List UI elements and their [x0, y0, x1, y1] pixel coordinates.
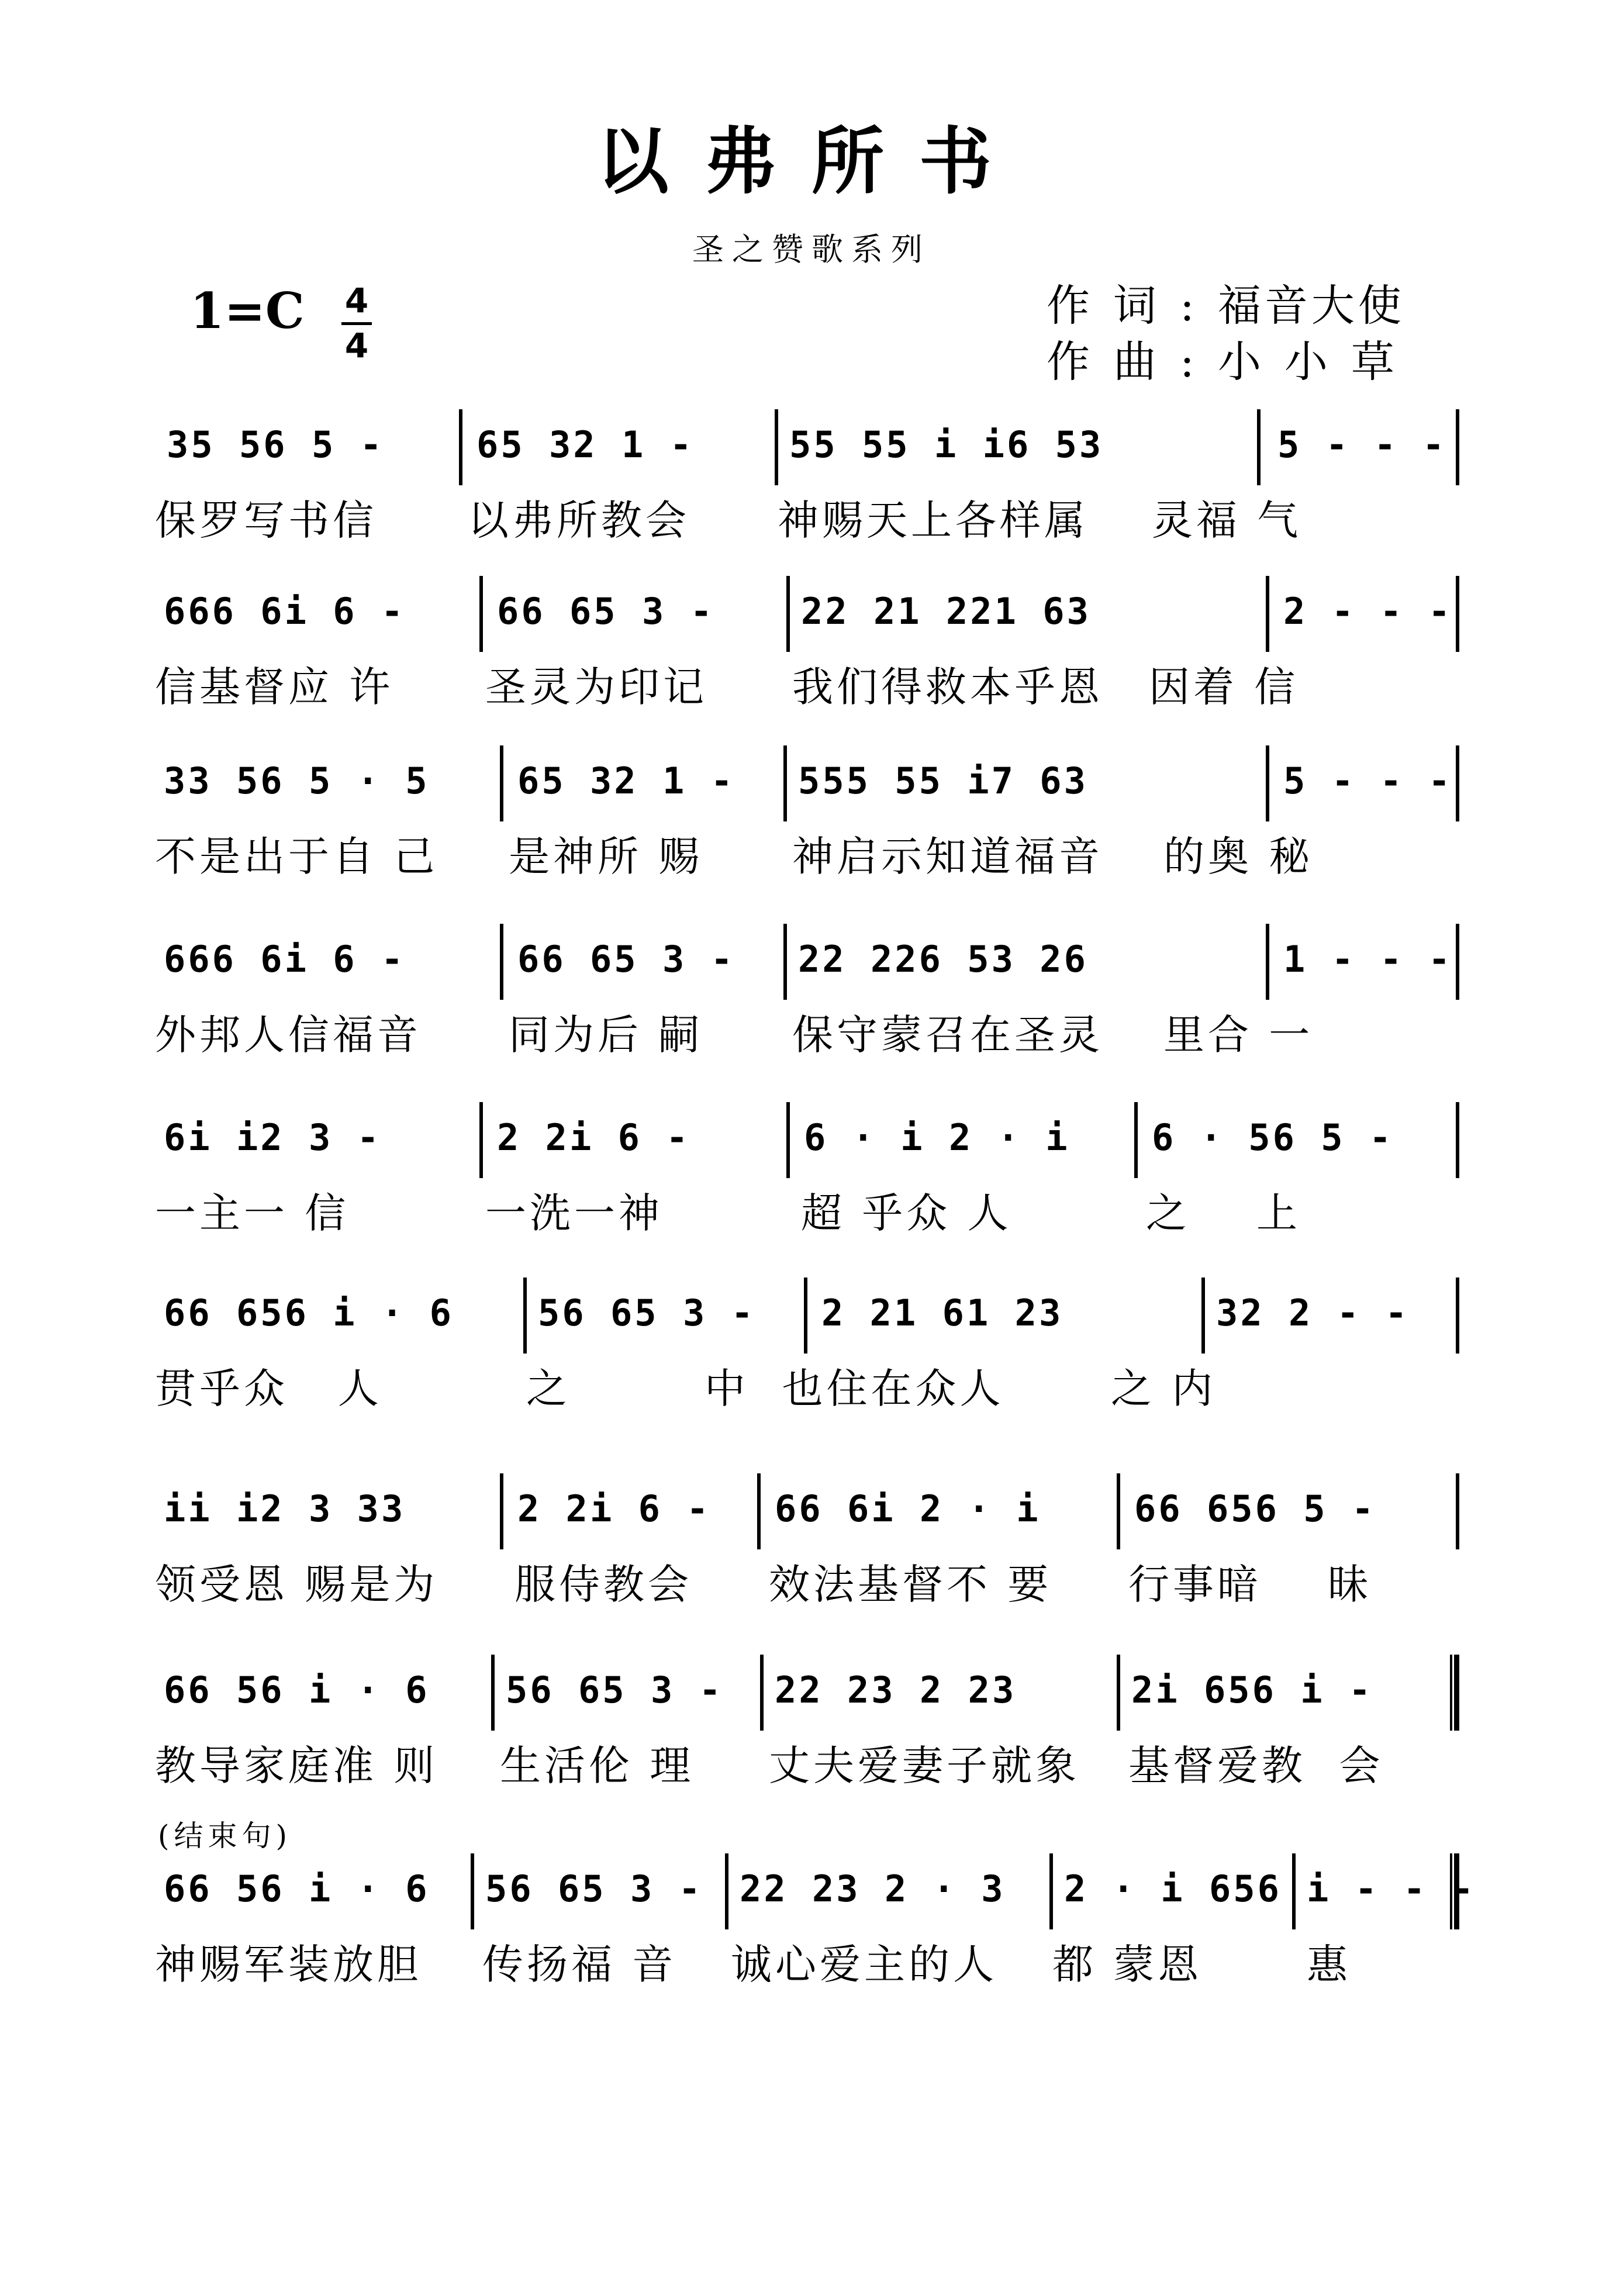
barline: [1117, 1473, 1120, 1549]
score-row-5: [0, 1102, 1623, 1266]
lyrics-measure: 之 上: [1146, 1189, 1301, 1237]
lyrics-measure: 一洗一神: [485, 1189, 663, 1237]
barline: [1134, 1102, 1138, 1178]
lyrics-measure: 服侍教会: [514, 1560, 692, 1608]
barline: [1266, 745, 1269, 821]
notes-measure: 66 656 i · 6: [164, 1292, 454, 1334]
barline: [491, 1655, 495, 1731]
lyrics-measure: 基督爱教 会: [1128, 1742, 1384, 1790]
notes-measure: 32 2 - -: [1216, 1292, 1410, 1334]
barline: [1266, 576, 1269, 652]
notes-measure: 22 226 53 26: [798, 938, 1088, 980]
barline: [1201, 1278, 1205, 1354]
barline: [1456, 409, 1459, 485]
lyrics-measure: 神赐天上各样属: [778, 496, 1089, 544]
notes-measure: 66 56 i · 6: [164, 1669, 430, 1711]
notes-measure: 33 56 5 · 5: [164, 759, 430, 802]
meter-top: 4: [344, 281, 369, 320]
barline: [786, 576, 790, 652]
barline: [1257, 409, 1261, 485]
meter-bottom: 4: [344, 326, 369, 365]
barline: [757, 1473, 761, 1549]
final-barline: [1450, 1853, 1459, 1929]
barline: [1456, 1473, 1459, 1549]
notes-measure: 2 · i 656: [1064, 1867, 1282, 1910]
series-subtitle: 圣之赞歌系列: [692, 231, 931, 268]
notes-measure: 2 2i 6 -: [497, 1116, 690, 1159]
lyrics-measure: 信基督应 许: [155, 663, 394, 711]
barline: [1117, 1655, 1120, 1731]
barline: [500, 745, 503, 821]
lyrics-measure: 神启示知道福音: [792, 833, 1103, 881]
credits: [1047, 278, 1418, 390]
lyrics-measure: 同为后 嗣: [509, 1011, 703, 1059]
barline: [783, 745, 787, 821]
notes-measure: i - - -: [1307, 1867, 1476, 1910]
lyrics-measure: 传扬福 音: [482, 1941, 677, 1988]
notes-measure: 666 6i 6 -: [164, 590, 406, 633]
repeat-barline: [1450, 1655, 1459, 1731]
lyrics-measure: 的奥 秘: [1163, 833, 1314, 881]
notes-measure: 66 6i 2 · i: [775, 1487, 1041, 1530]
lyrics-measure: 里合 一: [1163, 1011, 1314, 1059]
barline: [1456, 1102, 1459, 1178]
lyrics-measure: 保守蒙召在圣灵: [792, 1011, 1103, 1059]
score-row-1: [0, 409, 1623, 573]
barline: [471, 1853, 474, 1929]
lyrics-measure: 保罗写书信: [155, 496, 377, 544]
score-row-7: [0, 1473, 1623, 1637]
song-title: 以弗所书: [596, 120, 1027, 204]
lyrics-measure: 圣灵为印记: [485, 663, 707, 711]
notes-measure: 22 21 221 63: [801, 590, 1091, 633]
barline: [1456, 1278, 1459, 1354]
barline: [725, 1853, 728, 1929]
lyrics-measure: 诚心爱主的人: [731, 1941, 997, 1988]
barline: [1049, 1853, 1053, 1929]
notes-measure: 35 56 5 -: [167, 423, 384, 466]
barline: [479, 576, 483, 652]
lyrics-measure: 行事暗 昧: [1128, 1560, 1373, 1608]
lyrics-measure: 教导家庭准 则: [155, 1742, 438, 1790]
lyrics-measure: 丈夫爱妻子就象: [769, 1742, 1080, 1790]
barline: [523, 1278, 527, 1354]
score-row-8: [0, 1655, 1623, 1818]
composer-label: 作曲:: [1047, 337, 1218, 387]
barline: [500, 924, 503, 1000]
barline: [1456, 576, 1459, 652]
lyrics-measure: 中 也住在众人: [705, 1365, 1004, 1413]
barline: [783, 924, 787, 1000]
score-row-ending: [0, 1853, 1623, 2017]
notes-measure: 66 656 5 -: [1134, 1487, 1376, 1530]
barline: [500, 1473, 503, 1549]
lyrics-measure: 效法基督不 要: [769, 1560, 1052, 1608]
composer-name: 小小草: [1217, 337, 1418, 387]
notes-measure: 65 32 1 -: [517, 759, 735, 802]
lyrics-measure: 领受恩 赐是为: [155, 1560, 438, 1608]
lyrics-measure: 之 内: [1111, 1365, 1217, 1413]
score-row-2: [0, 576, 1623, 740]
meter-divider: [341, 322, 372, 325]
lyrics-measure: 都 蒙恩: [1052, 1941, 1203, 1988]
lyrics-measure: 灵福 气: [1152, 496, 1302, 544]
notes-measure: 5 - - -: [1283, 759, 1453, 802]
notes-measure: 56 65 3 -: [538, 1292, 755, 1334]
notes-measure: 6i i2 3 -: [164, 1116, 381, 1159]
barline: [1292, 1853, 1296, 1929]
lyrics-measure: 不是出于自 己: [155, 833, 438, 881]
lyricist-line: [1047, 278, 1418, 334]
notes-measure: 56 65 3 -: [485, 1867, 703, 1910]
barline: [1456, 924, 1459, 1000]
notes-measure: 22 23 2 · 3: [740, 1867, 1006, 1910]
lyrics-measure: 以弗所教会: [468, 496, 690, 544]
lyrics-measure: 一主一 信: [155, 1189, 350, 1237]
notes-measure: 56 65 3 -: [506, 1669, 723, 1711]
score-row-4: [0, 924, 1623, 1087]
notes-measure: 1 - - -: [1283, 938, 1453, 980]
notes-measure: 65 32 1 -: [476, 423, 694, 466]
lyrics-measure: 外邦人信福音: [155, 1011, 422, 1059]
notes-measure: 2 2i 6 -: [517, 1487, 711, 1530]
lyrics-measure: 生活伦 理: [500, 1742, 695, 1790]
notes-measure: 66 65 3 -: [517, 938, 735, 980]
lyrics-measure: 我们得救本乎恩: [792, 663, 1103, 711]
lyrics-measure: 是神所 赐: [509, 833, 703, 881]
lyricist-name: 福音大使: [1217, 281, 1405, 331]
notes-measure: 2i 656 i -: [1131, 1669, 1373, 1711]
notes-measure: 5 - - -: [1277, 423, 1447, 466]
notes-measure: 55 55 i i6 53: [789, 423, 1104, 466]
barline: [1266, 924, 1269, 1000]
barline: [479, 1102, 483, 1178]
barline: [804, 1278, 807, 1354]
notes-measure: ii i2 3 33: [164, 1487, 406, 1530]
lyrics-measure: 之: [526, 1365, 571, 1413]
lyrics-measure: 贯乎众 人: [155, 1365, 382, 1413]
time-signature: [339, 281, 374, 365]
notes-measure: 666 6i 6 -: [164, 938, 406, 980]
notes-measure: 66 56 i · 6: [164, 1867, 430, 1910]
notes-measure: 2 - - -: [1283, 590, 1453, 633]
lyrics-measure: 惠: [1307, 1941, 1351, 1988]
lyrics-measure: 超 乎众 人: [801, 1189, 1012, 1237]
score-row-3: [0, 745, 1623, 909]
notes-measure: 6 · 56 5 -: [1152, 1116, 1394, 1159]
lyricist-label: 作词:: [1047, 281, 1218, 331]
ending-label: (结束句): [158, 1819, 292, 1853]
notes-measure: 2 21 61 23: [821, 1292, 1063, 1334]
notes-measure: 22 23 2 23: [775, 1669, 1017, 1711]
barline: [760, 1655, 764, 1731]
key-value: 1=C: [190, 282, 305, 340]
barline: [786, 1102, 790, 1178]
barline: [1456, 745, 1459, 821]
key-signature: [190, 282, 305, 340]
score-row-6: [0, 1278, 1623, 1441]
lyrics-measure: 因着 信: [1149, 663, 1299, 711]
notes-measure: 66 65 3 -: [497, 590, 714, 633]
barline: [775, 409, 778, 485]
composer-line: [1047, 334, 1418, 390]
barline: [459, 409, 462, 485]
notes-measure: 555 55 i7 63: [798, 759, 1088, 802]
lyrics-measure: 神赐军装放胆: [155, 1941, 422, 1988]
notes-measure: 6 · i 2 · i: [804, 1116, 1070, 1159]
